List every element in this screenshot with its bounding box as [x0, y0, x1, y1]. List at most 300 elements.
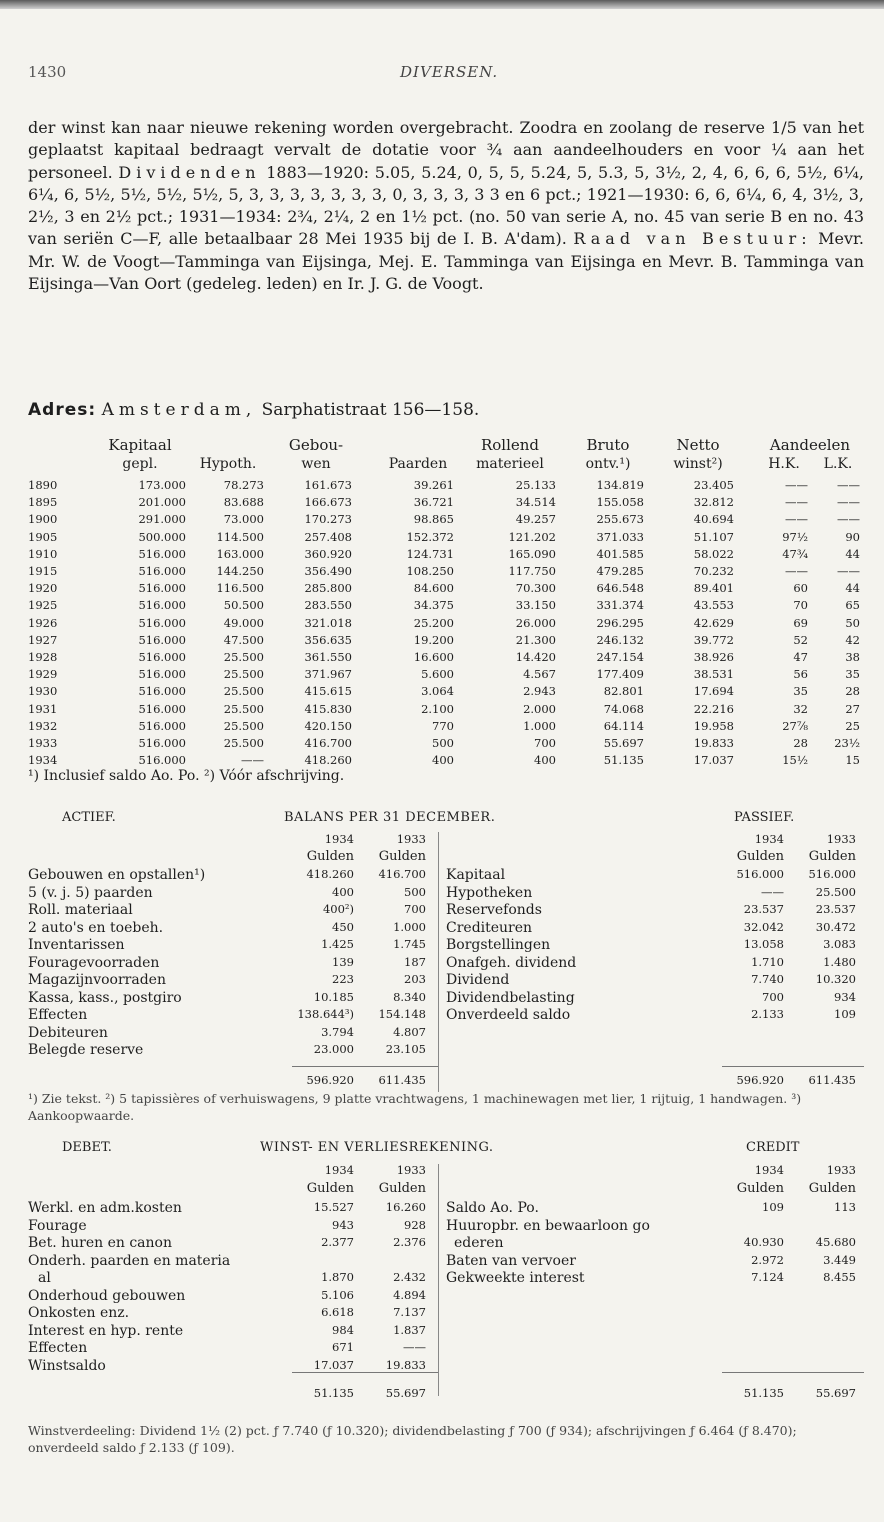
account-value-1934: 984: [332, 1322, 354, 1337]
table-cell: 21.300: [515, 632, 556, 647]
table-cell: 516.000: [138, 736, 186, 750]
table-cell: 19.958: [693, 718, 734, 733]
account-value-1933: 4.894: [393, 1287, 426, 1302]
pl-d-year2: 1933: [396, 1163, 426, 1177]
account-label: Kapitaal: [446, 867, 506, 883]
dividend-label: Dividenden: [118, 162, 261, 182]
col-netto: Netto: [676, 436, 720, 454]
account-value-1933: ——: [403, 1340, 426, 1354]
table-cell: 416.700: [304, 736, 352, 750]
table-cell: 201.000: [138, 495, 186, 510]
table-cell: 516.000: [138, 632, 186, 647]
table-cell: 16.600: [413, 650, 454, 664]
table-cell: 516.000: [138, 598, 186, 613]
table-cell: 83.688: [223, 495, 264, 510]
table-cell: 38.531: [693, 667, 734, 682]
table-cell: ——: [837, 564, 860, 578]
account-label: Werkl. en adm.kosten: [28, 1200, 182, 1216]
table-cell: 173.000: [138, 478, 186, 492]
dividend-history: 1883—1920: 5.05, 5.24, 0, 5, 5, 5.24, 5, 5.3, 5, 3½, 2, 4, 6, 6, 6, 5½, 6¼, 6¼, 6, 5½, 5½, 5½, 5½, 5, 3, 3, 3, 3, 3, 3, 3, 0, 3, 3, 3, 3 3 en 6 pct.; 1921—1930: 6, 6, 6¼, 6, 4, 3½, 3, 2½, 3 en 2½ pct.; 1931—1934: 2¾, 2¼, 2 en 1½ pct. (no. 50 van serie A, no. 45 van serie B en no. 43 van seriën C—F, alle betaalbaar 28 Mei 1935 bij de I. B. A'dam).: [28, 162, 865, 249]
table-cell: 516.000: [138, 564, 186, 578]
account-value-1933: 23.105: [385, 1042, 426, 1056]
table-cell: 371.967: [304, 667, 352, 682]
table-cell: 170.273: [304, 512, 352, 527]
table-cell: 78.273: [223, 478, 264, 492]
balance-sheet: [28, 810, 864, 1135]
account-value-1934: 10.185: [313, 989, 354, 1004]
table-cell: ——: [837, 495, 860, 510]
balance-title: BALANS PER 31 DECEMBER.: [284, 810, 496, 825]
table-cell: 70.232: [693, 564, 734, 578]
pl-c-total2: 55.697: [815, 1386, 856, 1400]
table-cell: 516.000: [138, 684, 186, 699]
table-cell: 114.500: [216, 529, 264, 544]
fraction-reserve: 1/5: [771, 118, 797, 137]
table-cell: 25.500: [223, 736, 264, 750]
table-cell: 25.500: [223, 684, 264, 699]
col-bruto: Bruto: [586, 436, 630, 454]
table-cell: 55.697: [603, 736, 644, 750]
table-cell: 51.135: [603, 753, 644, 768]
table-cell: 32.812: [693, 495, 734, 510]
table-cell: 34.375: [413, 598, 454, 613]
account-value-1933: 1.480: [823, 954, 856, 969]
table-cell: 73.000: [223, 512, 264, 527]
row-year: 1928: [28, 650, 58, 664]
account-value-1934: 138.644³): [297, 1007, 354, 1021]
account-value-1933: 516.000: [808, 867, 856, 881]
pl-c-unit1: Gulden: [736, 1181, 784, 1196]
board-members: Mevr. Mr. W. de Voogt—Tamminga van Eijsinga, Mej. E. Tamminga van Eijsinga en Mevr. B. Tamminga van Eijsinga—Van Oort (gedeleg. leden) en Ir. J. G. de Voogt.: [28, 229, 865, 294]
table-cell: 90: [845, 529, 860, 544]
row-year: 1930: [28, 684, 58, 699]
account-value-1934: 450: [332, 919, 354, 934]
table-cell: 296.295: [596, 615, 644, 630]
balance-a-year1: 1934: [324, 832, 354, 846]
table-cell: 291.000: [138, 512, 186, 527]
pl-footnote: Winstverdeeling: Dividend 1½ (2) pct. ƒ 7.740 (ƒ 10.320); dividendbelasting ƒ 700 (ƒ 934); afschrijvingen ƒ 6.464 (ƒ 8.470); onverdeeld saldo ƒ 2.133 (ƒ 109).: [28, 1423, 797, 1455]
table-cell: 155.058: [596, 495, 644, 510]
table-cell: 25.500: [223, 701, 264, 716]
col-gebouwen-sub: wen: [301, 456, 331, 472]
row-year: 1915: [28, 564, 58, 578]
account-value-1933: 2.432: [393, 1270, 426, 1284]
table-cell: 84.600: [413, 581, 454, 596]
table-cell: 38.926: [693, 650, 734, 664]
col-kapitaal-sub: gepl.: [122, 456, 158, 472]
account-label: Onderhoud gebouwen: [28, 1287, 186, 1304]
row-year: 1931: [28, 701, 58, 716]
account-value-1934: 23.000: [313, 1042, 354, 1056]
table-cell: 124.731: [406, 546, 454, 561]
pl-title: WINST- EN VERLIESREKENING.: [260, 1140, 494, 1155]
table-cell: 356.635: [304, 632, 352, 647]
table-cell: 165.090: [508, 546, 556, 561]
table-cell: 23.405: [693, 478, 734, 492]
account-label: Roll. materiaal: [28, 902, 133, 918]
account-value-1934: 7.124: [751, 1270, 784, 1284]
account-value-1934: 943: [332, 1217, 354, 1232]
row-year: 1927: [28, 632, 58, 647]
table-cell: 47.500: [223, 632, 264, 647]
table-cell: 36.721: [413, 495, 454, 510]
table-cell: 116.500: [216, 581, 264, 596]
table-cell: 331.374: [596, 598, 644, 613]
para-text-2: van het geplaatst kapitaal bedraagt vervalt de dotatie voor: [28, 118, 865, 160]
account-label: Crediteuren: [446, 919, 533, 936]
table-cell: 38: [845, 650, 860, 664]
table-cell: 516.000: [138, 718, 186, 733]
col-kapitaal: Kapitaal: [108, 436, 172, 454]
account-label: Onderh. paarden en materia: [28, 1252, 231, 1269]
balance-a-total2: 611.435: [378, 1073, 426, 1087]
account-label: Onkosten enz.: [28, 1305, 130, 1321]
table-cell: 516.000: [138, 650, 186, 664]
account-label: Effecten: [28, 1340, 88, 1356]
table-cell: 479.285: [596, 564, 644, 578]
table-cell: 371.033: [596, 529, 644, 544]
page-header: [28, 63, 854, 85]
account-label: Borgstellingen: [446, 937, 551, 953]
table-cell: 64.114: [603, 718, 644, 733]
account-label: Dividendbelasting: [446, 989, 575, 1006]
account-value-1934: 17.037: [313, 1357, 354, 1372]
col-paarden: Paarden: [388, 456, 448, 472]
account-value-1934: 15.527: [313, 1200, 354, 1214]
statistics-table: [28, 436, 864, 786]
table-cell: 25.500: [223, 650, 264, 664]
table-cell: 43.553: [693, 598, 734, 613]
table-cell: 516.000: [138, 753, 186, 768]
pl-c-year1: 1934: [754, 1163, 784, 1177]
pl-d-total2: 55.697: [385, 1386, 426, 1400]
account-label: Kassa, kass., postgiro: [28, 989, 182, 1006]
table-cell: 33.150: [515, 598, 556, 613]
account-label: Debiteuren: [28, 1024, 108, 1041]
balance-divider: [438, 832, 439, 1092]
table-cell: ——: [837, 478, 860, 492]
balance-a-rule: [292, 1066, 438, 1067]
account-value-1933: 700: [404, 902, 426, 916]
balance-p-unit1: Gulden: [736, 849, 784, 864]
account-label: Effecten: [28, 1007, 88, 1023]
balance-footnote: ¹) Zie tekst. ²) 5 tapissières of verhuiswagens, 9 platte vrachtwagens, 1 machinewagen met lier, 1 rijtuig, 1 handwagen. ³) Aankoopwaarde.: [28, 1091, 802, 1123]
account-label: Fouragevoorraden: [28, 954, 160, 971]
table-cell: 17.694: [693, 684, 734, 699]
table-cell: 356.490: [304, 564, 352, 578]
table-cell: 58.022: [693, 546, 734, 561]
stats-footnote: ¹) Inclusief saldo Ao. Po. ²) Vóór afschrijving.: [28, 768, 345, 784]
table-cell: 3.064: [421, 684, 454, 699]
account-value-1934: 32.042: [743, 919, 784, 934]
account-value-1933: 8.340: [393, 989, 426, 1004]
account-label: Belegde reserve: [28, 1042, 144, 1058]
col-rollend-sub: materieel: [476, 456, 544, 472]
table-cell: 49.000: [223, 615, 264, 630]
account-label: Winstsaldo: [28, 1357, 106, 1374]
account-value-1933: 2.376: [393, 1235, 426, 1249]
table-cell: 321.018: [304, 615, 352, 630]
account-value-1933: 1.745: [393, 937, 426, 951]
account-label-cont: ederen: [454, 1235, 504, 1251]
table-cell: 360.920: [304, 546, 352, 561]
pl-d-unit2: Gulden: [378, 1181, 426, 1196]
table-cell: 40.694: [693, 512, 734, 527]
table-cell: 283.550: [304, 598, 352, 613]
table-cell: 35: [793, 684, 808, 699]
pl-d-total1: 51.135: [313, 1386, 354, 1400]
account-label: Onverdeeld saldo: [446, 1007, 571, 1023]
account-value-1933: 10.320: [815, 972, 856, 986]
table-cell: 26.000: [515, 615, 556, 630]
account-label: 5 (v. j. 5) paarden: [28, 884, 153, 901]
balance-p-total2: 611.435: [808, 1073, 856, 1087]
table-cell: 255.673: [596, 512, 644, 527]
account-value-1934: 1.710: [751, 954, 784, 969]
table-cell: 25.500: [223, 667, 264, 682]
company-paragraph: [28, 117, 864, 295]
account-value-1933: 25.500: [815, 884, 856, 899]
table-cell: 121.202: [508, 529, 556, 544]
table-cell: 34.514: [515, 495, 556, 510]
table-cell: 108.250: [406, 564, 454, 578]
table-cell: 25.500: [223, 718, 264, 733]
table-cell: 39.261: [413, 478, 454, 492]
table-cell: 4.567: [523, 667, 556, 682]
table-cell: 646.548: [596, 581, 644, 596]
address-label: Adres:: [28, 400, 97, 420]
table-cell: 25.133: [515, 478, 556, 492]
balance-p-year2: 1933: [826, 832, 856, 846]
para-text-1: der winst kan naar nieuwe rekening worden overgebracht. Zoodra en zoolang de reserve: [28, 118, 772, 137]
table-cell: 47: [793, 650, 808, 664]
account-value-1934: 5.106: [321, 1287, 354, 1302]
account-value-1934: ——: [761, 884, 784, 899]
col-netto-sub: winst²): [673, 456, 723, 472]
table-cell: 22.216: [693, 701, 734, 716]
account-value-1934: 7.740: [751, 972, 784, 986]
table-cell: ——: [785, 512, 808, 527]
pl-d-unit1: Gulden: [306, 1181, 354, 1196]
table-cell: 516.000: [138, 701, 186, 716]
table-cell: 17.037: [693, 753, 734, 768]
account-value-1933: 30.472: [815, 919, 856, 934]
account-label: Inventarissen: [28, 937, 125, 953]
account-label: Reservefonds: [446, 902, 542, 918]
table-cell: 15: [845, 753, 860, 768]
table-cell: 98.865: [413, 512, 454, 527]
table-cell: 400: [534, 753, 556, 768]
table-cell: 418.260: [304, 753, 352, 768]
pl-d-year1: 1934: [324, 1163, 354, 1177]
account-label: Hypotheken: [446, 884, 533, 901]
table-cell: 39.772: [693, 632, 734, 647]
page-title: DIVERSEN.: [400, 63, 499, 81]
account-value-1934: 1.425: [321, 937, 354, 951]
table-cell: 44: [845, 546, 860, 561]
account-value-1933: 3.083: [823, 937, 856, 951]
account-value-1933: 45.680: [815, 1235, 856, 1249]
account-value-1933: 16.260: [385, 1200, 426, 1214]
balance-a-year2: 1933: [396, 832, 426, 846]
account-label: Bet. huren en canon: [28, 1235, 172, 1251]
account-value-1934: 400²): [322, 902, 354, 916]
account-value-1934: 139: [332, 954, 354, 969]
table-cell: 19.200: [413, 632, 454, 647]
row-year: 1910: [28, 546, 58, 561]
balance-a-unit2: Gulden: [378, 849, 426, 864]
table-cell: 28: [845, 684, 860, 699]
table-cell: 70.300: [515, 581, 556, 596]
account-value-1933: 1.000: [393, 919, 426, 934]
table-cell: 700: [534, 736, 556, 750]
account-label: Huuropbr. en bewaarloon go: [446, 1217, 650, 1234]
account-value-1934: 700: [762, 989, 784, 1004]
table-cell: 28: [793, 736, 808, 750]
row-year: 1920: [28, 581, 58, 596]
account-value-1933: 203: [404, 972, 426, 986]
account-value-1933: 416.700: [378, 867, 426, 881]
table-cell: 770: [432, 718, 454, 733]
table-cell: 65: [845, 598, 860, 613]
board-label: Raad van Bestuur:: [573, 229, 812, 249]
table-cell: ——: [785, 478, 808, 492]
account-value-1934: 13.058: [743, 937, 784, 951]
table-cell: 14.420: [515, 650, 556, 664]
table-cell: 361.550: [304, 650, 352, 664]
account-value-1934: 2.377: [321, 1235, 354, 1249]
table-cell: 25: [845, 718, 860, 733]
table-cell: 516.000: [138, 667, 186, 682]
table-cell: 163.000: [216, 546, 264, 561]
table-cell: 161.673: [304, 478, 352, 492]
account-label: Fourage: [28, 1217, 87, 1234]
table-cell: 5.600: [421, 667, 454, 682]
pl-c-rule: [722, 1372, 864, 1373]
table-cell: 247.154: [596, 650, 644, 664]
account-value-1934: 3.794: [321, 1024, 354, 1039]
account-label-cont: al: [38, 1270, 51, 1286]
table-cell: 27⅞: [782, 718, 808, 733]
table-cell: 60: [793, 581, 808, 596]
balance-actief-label: ACTIEF.: [62, 810, 116, 825]
table-cell: ——: [241, 753, 264, 768]
table-cell: 25.200: [413, 615, 454, 630]
col-aandeelen: Aandeelen: [769, 436, 851, 454]
account-value-1933: 113: [834, 1200, 856, 1214]
table-cell: 44: [845, 581, 860, 596]
table-cell: 50.500: [223, 598, 264, 613]
account-value-1934: 223: [332, 972, 354, 986]
col-hypoth: Hypoth.: [199, 456, 257, 472]
row-year: 1933: [28, 736, 58, 750]
table-cell: 50: [845, 615, 860, 630]
address-city: Amsterdam,: [101, 400, 257, 420]
balance-a-total1: 596.920: [306, 1073, 354, 1087]
account-value-1934: 400: [332, 884, 354, 899]
table-cell: 285.800: [304, 581, 352, 596]
account-value-1933: 928: [404, 1217, 426, 1232]
account-value-1934: 6.618: [321, 1305, 354, 1319]
col-hk: H.K.: [768, 456, 800, 472]
page-number: 1430: [28, 63, 67, 81]
row-year: 1932: [28, 718, 58, 733]
table-cell: 144.250: [216, 564, 264, 578]
account-label: Onafgeh. dividend: [446, 954, 577, 971]
account-label: 2 auto's en toebeh.: [28, 919, 164, 936]
account-label: Gekweekte interest: [446, 1270, 585, 1286]
table-cell: ——: [785, 564, 808, 578]
account-value-1934: 516.000: [736, 867, 784, 881]
account-value-1933: 1.837: [393, 1322, 426, 1337]
table-cell: 415.615: [304, 684, 352, 699]
account-value-1933: 23.537: [815, 902, 856, 916]
table-cell: 420.150: [304, 718, 352, 733]
table-cell: 49.257: [515, 512, 556, 527]
table-cell: 52: [793, 632, 808, 647]
profit-loss-account: [28, 1140, 864, 1470]
table-cell: 27: [845, 701, 860, 716]
row-year: 1934: [28, 753, 58, 768]
table-cell: 516.000: [138, 546, 186, 561]
account-label: Interest en hyp. rente: [28, 1322, 184, 1339]
account-value-1934: 23.537: [743, 902, 784, 916]
account-value-1933: 109: [834, 1007, 856, 1021]
table-cell: 400: [432, 753, 454, 768]
table-cell: 516.000: [138, 581, 186, 596]
table-cell: 177.409: [596, 667, 644, 682]
table-cell: 69: [793, 615, 808, 630]
pl-divider: [438, 1164, 439, 1396]
account-label: Magazijnvoorraden: [28, 972, 166, 988]
pl-c-total1: 51.135: [743, 1386, 784, 1400]
pl-c-unit2: Gulden: [808, 1181, 856, 1196]
account-label: Saldo Ao. Po.: [446, 1200, 539, 1216]
row-year: 1925: [28, 598, 58, 613]
balance-p-unit2: Gulden: [808, 849, 856, 864]
table-cell: 500: [432, 736, 454, 750]
scan-top-edge: [0, 0, 884, 9]
table-cell: 2.943: [523, 684, 556, 699]
pl-c-year2: 1933: [826, 1163, 856, 1177]
table-cell: 134.819: [596, 478, 644, 492]
account-value-1934: 40.930: [743, 1235, 784, 1249]
para-text-3: aan aandeelhouders en voor: [502, 140, 772, 160]
account-label: Dividend: [446, 972, 510, 988]
account-label: Baten van vervoer: [446, 1252, 576, 1269]
table-cell: 74.068: [603, 701, 644, 716]
table-cell: 56: [793, 667, 808, 682]
row-year: 1926: [28, 615, 58, 630]
account-value-1934: 2.133: [751, 1007, 784, 1021]
account-value-1933: 500: [404, 884, 426, 899]
table-cell: 2.100: [421, 701, 454, 716]
account-label: Gebouwen en opstallen¹): [28, 867, 206, 883]
row-year: 1905: [28, 529, 58, 544]
table-cell: 152.372: [406, 529, 454, 544]
table-cell: ——: [837, 512, 860, 527]
row-year: 1900: [28, 512, 58, 527]
pl-credit-label: CREDIT: [746, 1140, 800, 1155]
account-value-1934: 1.870: [321, 1270, 354, 1284]
account-value-1934: 2.972: [751, 1252, 784, 1267]
account-value-1934: 109: [762, 1200, 784, 1214]
table-cell: 89.401: [693, 581, 734, 596]
table-cell: 415.830: [304, 701, 352, 716]
account-value-1933: 8.455: [823, 1270, 856, 1284]
row-year: 1890: [28, 478, 58, 492]
table-cell: ——: [785, 495, 808, 510]
